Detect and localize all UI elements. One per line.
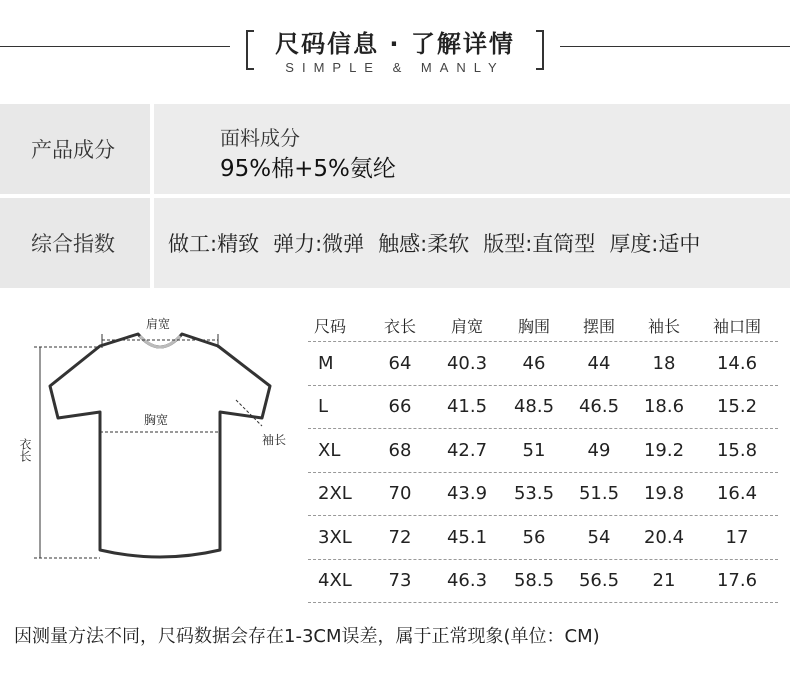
table-cell: 72 [388, 526, 412, 548]
table-cell: 15.2 [716, 396, 758, 418]
table-cell: 53.5 [513, 483, 555, 505]
composition-row [0, 104, 790, 194]
table-cell: 18.6 [643, 396, 685, 418]
col-header-size: 尺码 [314, 317, 347, 336]
table-cell: 51.5 [578, 483, 620, 505]
table-cell: 46 [522, 352, 546, 374]
index-workmanship: 做工:精致 [168, 232, 260, 256]
table-cell: 20.4 [643, 526, 685, 548]
composition-heading: 面料成分 [220, 126, 300, 150]
table-cell: 64 [388, 352, 412, 374]
table-cell: 68 [388, 439, 412, 461]
indices-value-cell [154, 198, 790, 288]
table-row [308, 516, 778, 560]
measurement-note: 因测量方法不同，尺码数据会存在1-3CM误差，属于正常现象(单位：CM) [14, 626, 600, 647]
table-cell: 16.4 [716, 483, 758, 505]
table-cell: 70 [388, 483, 412, 505]
bracket-right [536, 30, 544, 70]
table-cell: 19.8 [643, 483, 685, 505]
table-cell: 45.1 [446, 526, 488, 548]
page-subtitle: SIMPLE & MANLY [285, 60, 505, 75]
size-cell: M [318, 352, 334, 374]
table-cell: 66 [388, 396, 412, 418]
col-header-hem: 摆围 [582, 317, 615, 336]
table-cell: 46.3 [446, 570, 488, 592]
size-cell: XL [318, 439, 341, 461]
size-cell: L [318, 396, 329, 418]
label-sleeve: 袖长 [262, 433, 287, 447]
table-cell: 44 [587, 352, 611, 374]
table-cell: 21 [652, 570, 676, 592]
composition-value: 95%棉+5%氨纶 [220, 156, 396, 182]
table-cell: 42.7 [446, 439, 488, 461]
table-cell: 58.5 [513, 570, 555, 592]
table-cell: 17.6 [716, 570, 758, 592]
header-rule-left [0, 46, 230, 47]
table-row [308, 429, 778, 473]
indices-row [0, 198, 790, 288]
table-row [308, 342, 778, 386]
indices-label: 综合指数 [31, 232, 115, 256]
table-cell: 41.5 [446, 396, 488, 418]
size-table [308, 310, 778, 603]
col-header-sleeve: 袖长 [647, 317, 680, 336]
tshirt-outline [50, 334, 270, 557]
composition-value-cell [154, 104, 790, 194]
table-row [308, 560, 778, 604]
table-cell: 19.2 [643, 439, 685, 461]
table-cell: 51 [522, 439, 546, 461]
table-cell: 43.9 [446, 483, 488, 505]
label-length: 衣长 [18, 438, 32, 462]
col-header-shoulder: 肩宽 [450, 317, 483, 336]
table-cell: 46.5 [578, 396, 620, 418]
col-header-chest: 胸围 [517, 317, 550, 336]
header-rule-right [560, 46, 790, 47]
table-cell: 14.6 [716, 352, 758, 374]
size-table-header [308, 310, 778, 342]
table-cell: 40.3 [446, 352, 488, 374]
label-chest: 胸宽 [144, 413, 169, 427]
table-cell: 49 [587, 439, 611, 461]
table-cell: 18 [652, 352, 676, 374]
table-cell: 15.8 [716, 439, 758, 461]
size-cell: 4XL [318, 570, 352, 592]
index-fit: 版型:直筒型 [483, 232, 596, 256]
table-row [308, 473, 778, 517]
index-elasticity: 弹力:微弹 [273, 232, 365, 256]
table-cell: 56.5 [578, 570, 620, 592]
size-cell: 3XL [318, 526, 352, 548]
table-cell: 73 [388, 570, 412, 592]
table-cell: 48.5 [513, 396, 555, 418]
composition-label: 产品成分 [31, 138, 115, 162]
size-cell: 2XL [318, 483, 352, 505]
label-shoulder: 肩宽 [146, 317, 171, 331]
col-header-length: 衣长 [383, 317, 416, 336]
tshirt-measurement-diagram [0, 300, 300, 600]
index-thickness: 厚度:适中 [609, 232, 701, 256]
index-touch: 触感:柔软 [378, 232, 470, 256]
table-cell: 54 [587, 526, 611, 548]
section-header [0, 0, 790, 90]
table-cell: 56 [522, 526, 546, 548]
bracket-left [246, 30, 254, 70]
indices-list [168, 198, 714, 288]
table-cell: 17 [725, 526, 749, 548]
col-header-cuff: 袖口围 [712, 317, 761, 336]
table-row [308, 386, 778, 430]
page-title: 尺码信息 · 了解详情 [275, 30, 515, 58]
